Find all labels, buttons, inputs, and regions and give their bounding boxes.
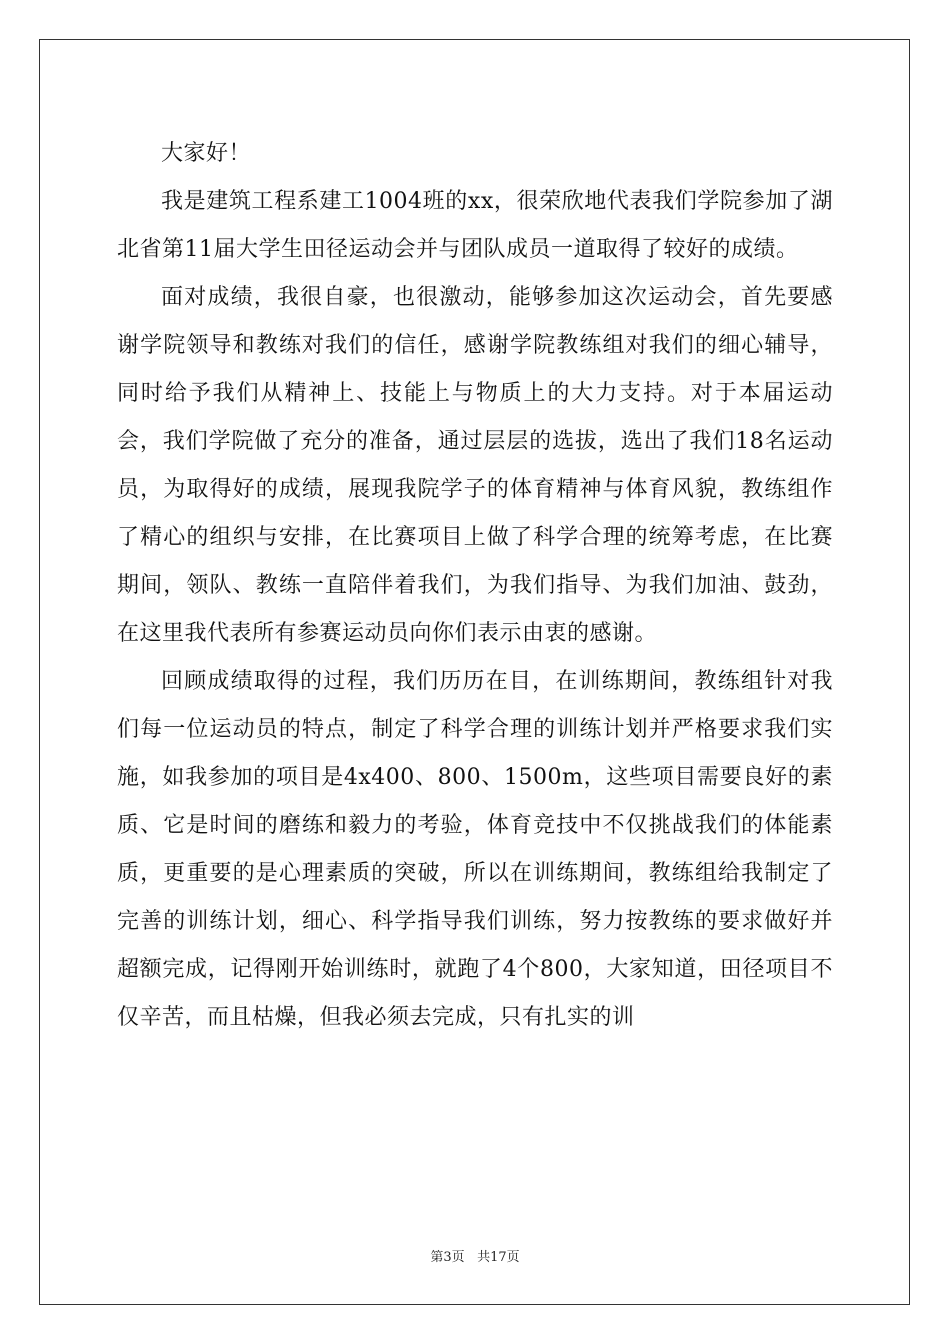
paragraph-thanks: 面对成绩，我很自豪，也很激动，能够参加这次运动会，首先要感谢学院领导和教练对我们的信任，感谢学院教练组对我们的细心辅导，同时给予我们从精神上、技能上与物质上的大力支持。对于本届运动会，我们学院做了充分的准备，通过层层的选拔，选出了我们18名运动员，为取得好的成绩，展现我院学子的体育精神与体育风貌，教练组作了精心的组织与安排，在比赛项目上做了科学合理的统筹考虑，在比赛期间，领队、教练一直陪伴着我们，为我们指导、为我们加油、鼓劲，在这里我代表所有参赛运动员向你们表示由衷的感谢。 [117, 285, 833, 646]
document-body [117, 130, 833, 1042]
footer-spacer [465, 1250, 477, 1265]
page-number: 第3页 [430, 1250, 465, 1265]
page-total: 共17页 [477, 1250, 520, 1265]
paragraph-introduction: 我是建筑工程系建工1004班的xx，很荣欣地代表我们学院参加了湖北省第11届大学生田径运动会并与团队成员一道取得了较好的成绩。 [117, 189, 833, 262]
paragraph-training: 回顾成绩取得的过程，我们历历在目，在训练期间，教练组针对我们每一位运动员的特点，制定了科学合理的训练计划并严格要求我们实施，如我参加的项目是4x400、800、1500m，这些项目需要良好的素质、它是时间的磨练和毅力的考验，体育竞技中不仅挑战我们的体能素质，更重要的是心理素质的突破，所以在训练期间，教练组给我制定了完善的训练计划，细心、科学指导我们训练，努力按教练的要求做好并超额完成，记得刚开始训练时，就跑了4个800，大家知道，田径项目不仅辛苦，而且枯燥，但我必须去完成，只有扎实的训 [117, 669, 833, 1030]
page-footer [0, 1246, 950, 1265]
paragraph-greeting: 大家好！ [161, 141, 252, 166]
